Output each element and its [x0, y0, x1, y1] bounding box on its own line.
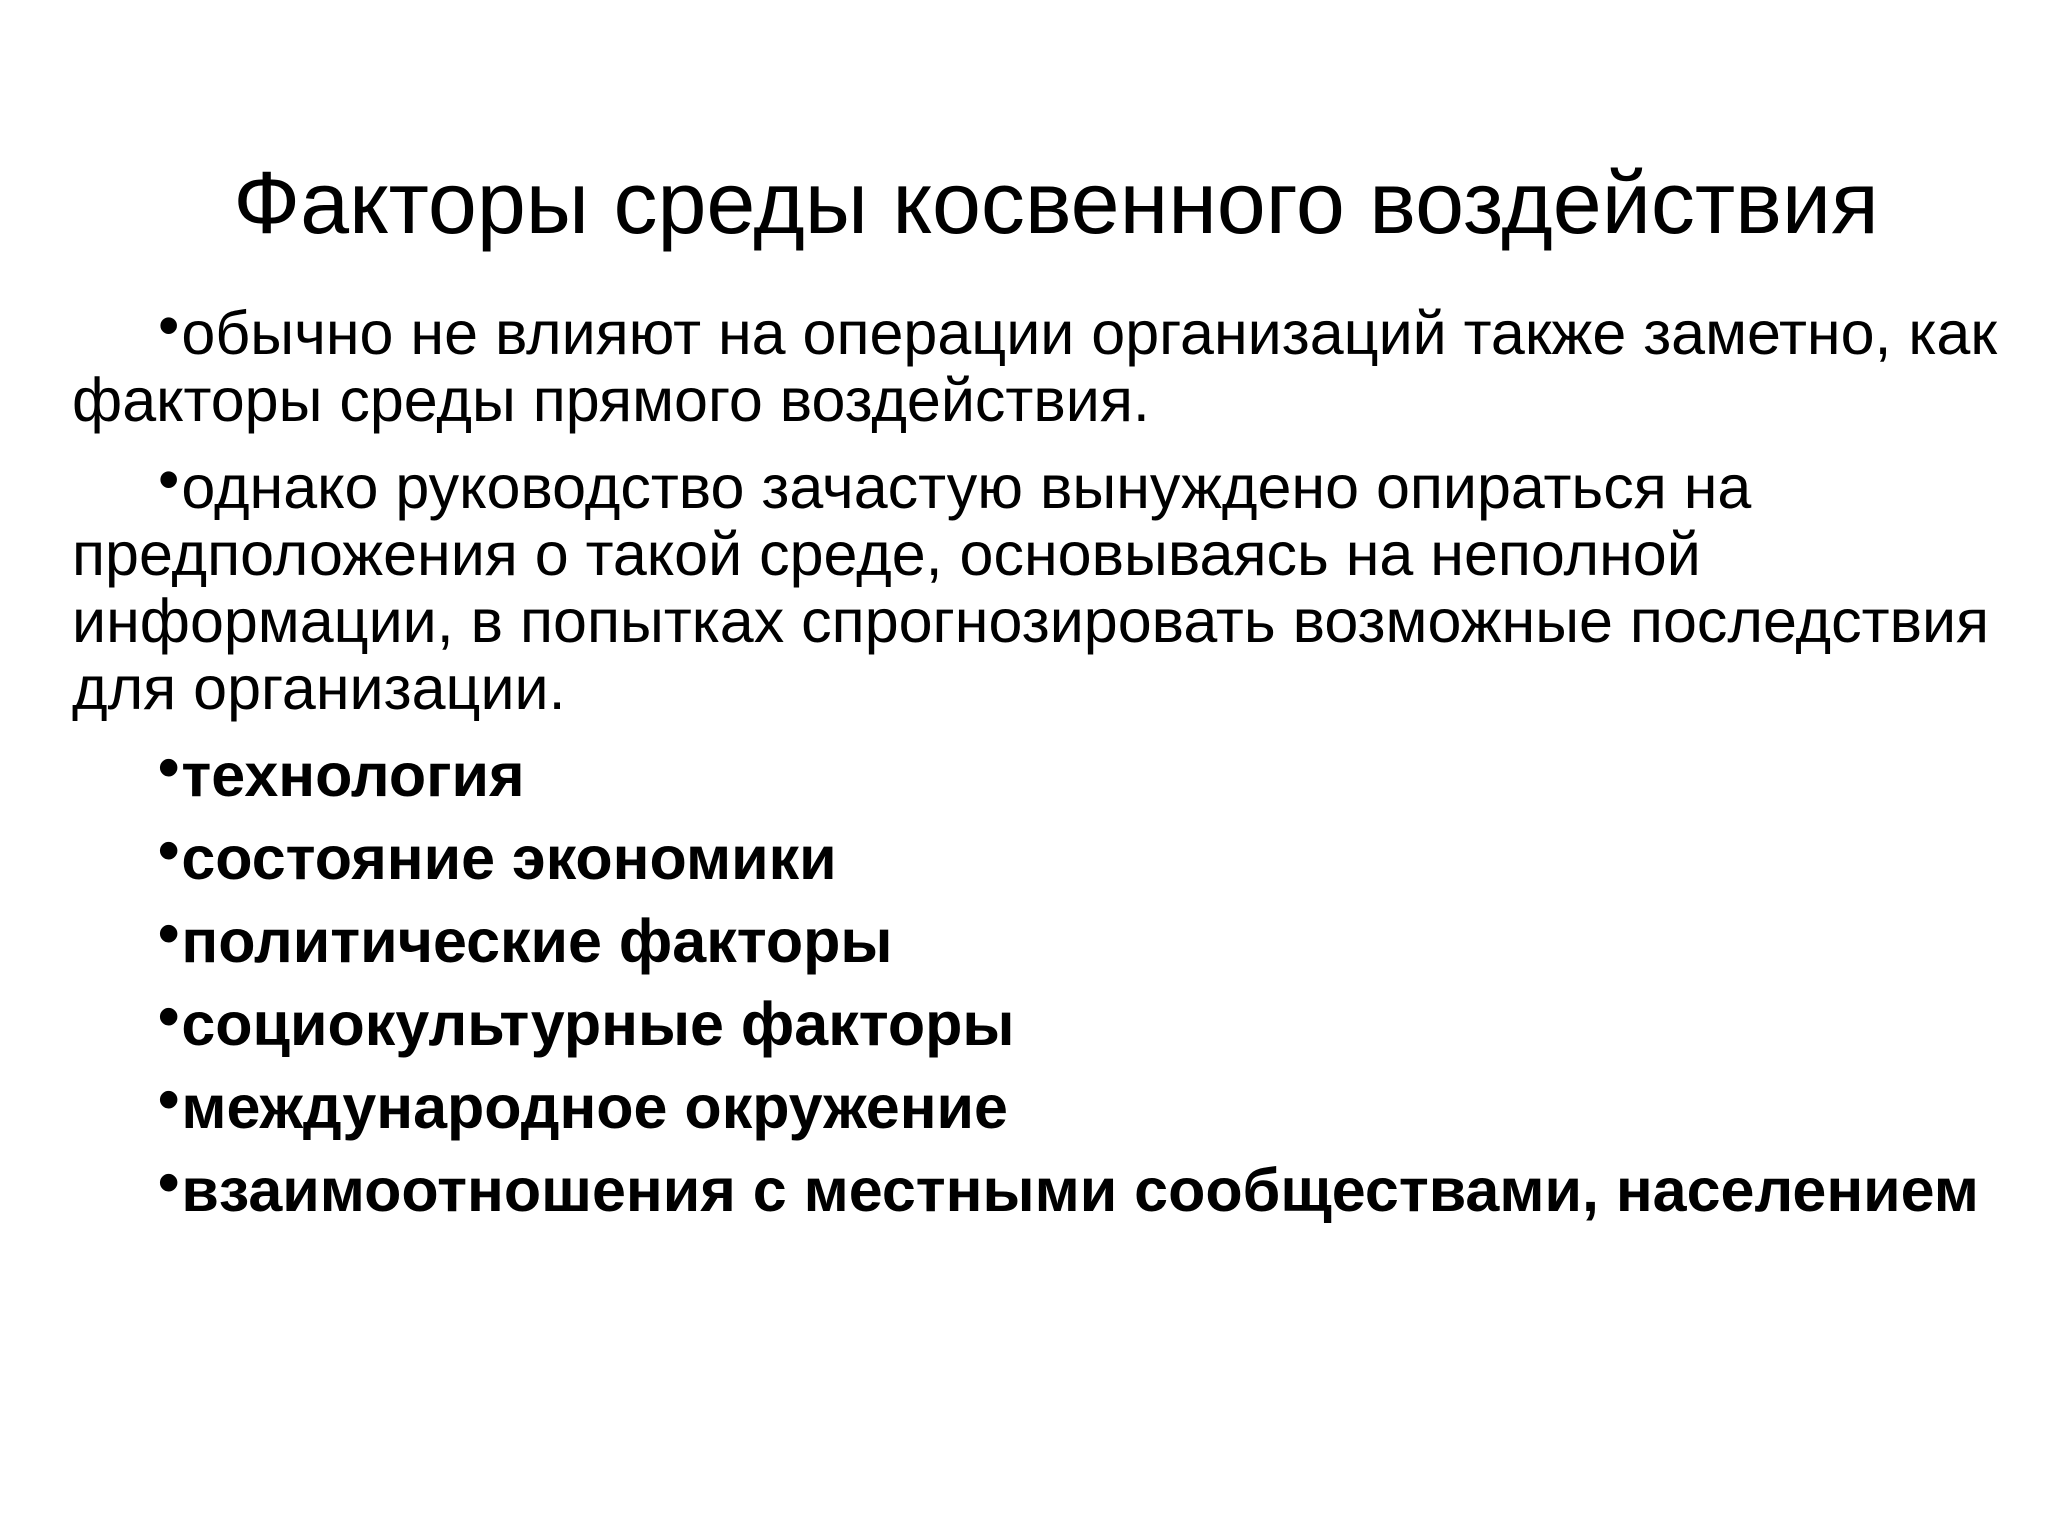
bullet-icon: •: [158, 1148, 180, 1216]
bullet-icon: •: [158, 1065, 180, 1133]
bullet-item-community: [72, 1148, 2012, 1224]
bullet-item-1: [72, 291, 2012, 434]
bullet-text: состояние экономики: [181, 824, 837, 892]
bullet-text: взаимоотношения с местными сообществами, населением: [181, 1156, 1979, 1224]
bullet-item-political: [72, 899, 2012, 975]
bullet-item-2: [72, 445, 2012, 722]
bullet-text: политические факторы: [181, 907, 893, 975]
bullet-item-technology: [72, 733, 2012, 809]
bullet-text: технология: [181, 741, 525, 809]
bullet-icon: •: [158, 816, 180, 884]
bullet-icon: •: [158, 291, 180, 359]
bullet-icon: •: [158, 899, 180, 967]
bullet-text: социокультурные факторы: [181, 990, 1015, 1058]
bullet-text: однако руководство зачастую вынуждено опираться на предположения о такой среде, основываясь на неполной информации, в попытках спрогнозировать возможные последствия для организации.: [72, 453, 1990, 722]
bullet-item-economy: [72, 816, 2012, 892]
bullet-icon: •: [158, 733, 180, 801]
bullet-item-international: [72, 1065, 2012, 1141]
slide-body: [72, 291, 2012, 1240]
slide-title: Факторы среды косвенного воздействия: [233, 153, 1879, 252]
bullet-icon: •: [158, 445, 180, 513]
bullet-item-sociocultural: [72, 982, 2012, 1058]
bullet-text: обычно не влияют на операции организаций также заметно, как факторы среды прямого воздействия.: [72, 299, 1998, 434]
bullet-text: международное окружение: [181, 1073, 1008, 1141]
bullet-icon: •: [158, 982, 180, 1050]
